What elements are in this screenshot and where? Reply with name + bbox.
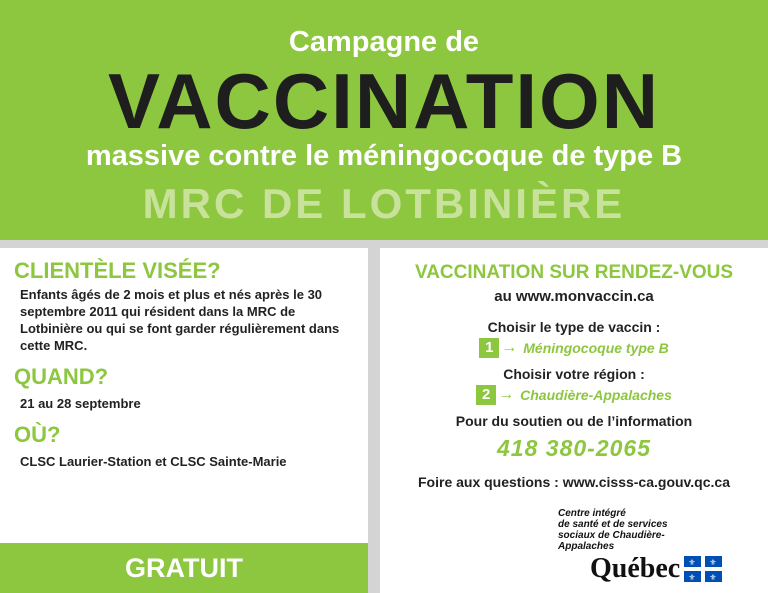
support-text: Pour du soutien ou de l’information: [455, 413, 693, 429]
campaign-header: [0, 0, 768, 240]
column-divider: [368, 240, 380, 593]
phone-number[interactable]: 418 380-2065: [497, 435, 651, 461]
quand-text: 21 au 28 septembre: [20, 396, 141, 411]
clientele-age: 2 mois et plus: [123, 287, 211, 302]
clientele-text-part2: et nés après le 30 septembre 2011 qui résident dans la: [20, 287, 323, 319]
org-name-line2: de santé et de services: [558, 519, 668, 530]
arrow-right-icon: →: [501, 339, 518, 356]
quebec-signature: [590, 554, 758, 584]
clientele-text-part3: ou qui se font garder régulièrement dans cette MRC.: [20, 321, 340, 353]
org-name-line4: Appalaches: [558, 541, 615, 552]
step2-number-badge: 2: [476, 385, 496, 405]
svg-text:⚜: ⚜: [688, 573, 696, 582]
faq-link[interactable]: Foire aux questions : www.cisss-ca.gouv.qc.ca: [418, 474, 730, 490]
step2-value: Chaudière-Appalaches: [520, 387, 672, 403]
ou-heading: OÙ?: [14, 422, 61, 447]
org-name-line3: sociaux de Chaudière-: [558, 530, 665, 541]
arrow-right-icon: →: [498, 386, 515, 403]
free-banner: GRATUIT: [0, 543, 368, 593]
campaign-title-vaccination: VACCINATION: [107, 57, 661, 145]
appointment-column: [380, 262, 768, 490]
clientele-mrc: MRC de Lotbinière: [20, 304, 296, 336]
header-shadow-right: [380, 240, 768, 248]
step1-number-badge: 1: [479, 338, 499, 358]
appointment-heading: VACCINATION SUR RENDEZ-VOUS: [414, 262, 734, 283]
svg-text:⚜: ⚜: [709, 558, 717, 567]
clientele-text: [20, 286, 360, 354]
website-link[interactable]: au www.monvaccin.ca: [494, 288, 654, 305]
svg-text:⚜: ⚜: [688, 558, 696, 567]
clientele-heading: CLIENTÈLE VISÉE?: [14, 258, 221, 283]
org-name-line1: Centre intégré: [558, 508, 626, 519]
campaign-subtitle: massive contre le méningocoque de type B: [85, 140, 683, 172]
quebec-wordmark: Québec: [590, 553, 681, 584]
quand-heading: QUAND?: [14, 364, 109, 389]
step1-value: Méningocoque type B: [523, 340, 669, 356]
svg-text:⚜: ⚜: [709, 573, 717, 582]
step1-label: Choisir le type de vaccin :: [487, 319, 661, 335]
step2-label: Choisir votre région :: [503, 366, 645, 382]
quebec-flag-icon: [684, 556, 722, 582]
step1: [380, 338, 768, 358]
ou-text: CLSC Laurier-Station et CLSC Sainte-Marie: [20, 454, 287, 469]
region-title: MRC DE LOTBINIÈRE: [142, 180, 626, 227]
info-column: [14, 258, 360, 470]
step2: [380, 385, 768, 405]
cisss-quebec-logo: [558, 508, 758, 584]
header-shadow-left: [0, 240, 368, 248]
campaign-title-line1: Campagne de: [288, 26, 480, 58]
clientele-text-part1: Enfants âgés de: [20, 287, 124, 302]
